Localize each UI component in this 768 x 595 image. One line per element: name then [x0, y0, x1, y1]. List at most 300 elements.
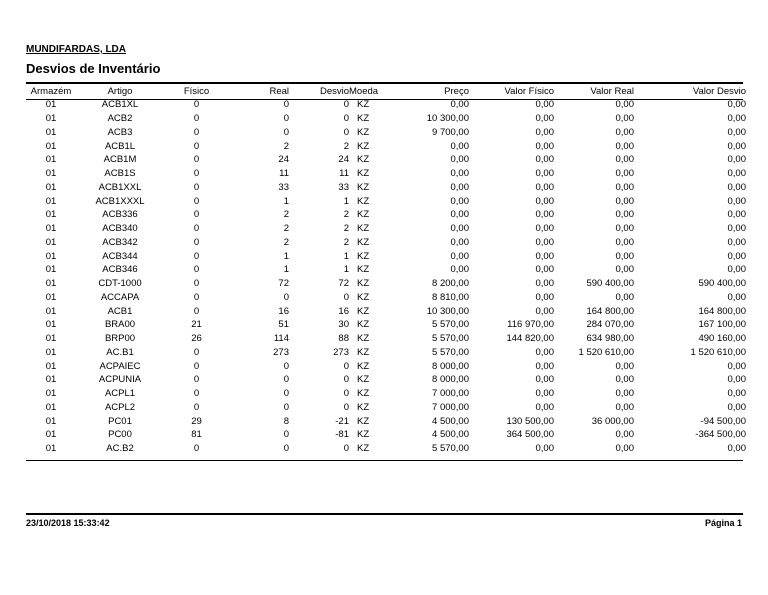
cell-desvio: 88 [338, 333, 349, 345]
table-row [26, 263, 746, 277]
cell-moeda: KZ [357, 250, 370, 262]
cell-valor-desvio: 0,00 [727, 140, 746, 152]
cell-valor-desvio: 0,00 [727, 181, 746, 193]
cell-armazem: 01 [45, 223, 57, 235]
cell-fisico: 0 [193, 223, 200, 235]
cell-valor-fisico: 0,00 [535, 99, 554, 111]
cell-desvio: 16 [338, 305, 349, 317]
cell-valor-real: 0,00 [615, 291, 634, 303]
footer-rule [26, 513, 743, 515]
col-moeda: Moeda [349, 85, 379, 97]
cell-valor-fisico: 0,00 [535, 250, 554, 262]
table-row [26, 401, 746, 415]
cell-valor-desvio: 490 160,00 [698, 333, 746, 345]
cell-valor-desvio: 0,00 [727, 360, 746, 372]
cell-armazem: 01 [45, 140, 57, 152]
cell-fisico: 0 [193, 360, 200, 372]
table-row [26, 373, 746, 387]
cell-artigo: ACB3 [107, 126, 133, 138]
cell-real: 2 [283, 209, 289, 221]
cell-valor-desvio: 0,00 [727, 113, 746, 125]
cell-moeda: KZ [357, 415, 370, 427]
cell-desvio: 30 [338, 319, 349, 331]
col-desvio: Desvio [319, 85, 349, 97]
cell-real: 0 [283, 401, 289, 413]
cell-valor-real: 0,00 [615, 374, 634, 386]
cell-fisico: 0 [193, 195, 200, 207]
cell-armazem: 01 [45, 236, 57, 248]
cell-fisico: 0 [193, 346, 200, 358]
cell-real: 2 [283, 223, 289, 235]
cell-armazem: 01 [45, 195, 57, 207]
cell-valor-fisico: 130 500,00 [506, 415, 554, 427]
cell-valor-fisico: 0,00 [535, 346, 554, 358]
cell-real: 0 [283, 126, 289, 138]
cell-moeda: KZ [357, 360, 370, 372]
cell-fisico: 81 [191, 429, 202, 441]
cell-real: 24 [278, 154, 289, 166]
cell-valor-desvio: 0,00 [727, 401, 746, 413]
report-title: Desvios de Inventário [26, 61, 161, 76]
cell-artigo: ACPL1 [104, 388, 136, 400]
table-row [26, 222, 746, 236]
cell-moeda: KZ [357, 113, 370, 125]
cell-armazem: 01 [45, 126, 57, 138]
cell-armazem: 01 [45, 388, 57, 400]
cell-desvio: 24 [338, 154, 349, 166]
table-row [26, 304, 746, 318]
cell-valor-real: 0,00 [615, 154, 634, 166]
cell-artigo: ACB342 [102, 236, 138, 248]
cell-real: 273 [273, 346, 289, 358]
col-valor-real: Valor Real [590, 85, 634, 97]
cell-moeda: KZ [357, 346, 370, 358]
cell-preco: 8 000,00 [432, 374, 469, 386]
cell-valor-real: 1 520 610,00 [578, 346, 634, 358]
cell-artigo: ACB344 [102, 250, 138, 262]
cell-valor-desvio: 0,00 [727, 154, 746, 166]
col-artigo: Artigo [107, 85, 133, 97]
print-datetime: 23/10/2018 15:33:42 [26, 518, 110, 528]
cell-artigo: ACB1XL [101, 99, 139, 111]
cell-armazem: 01 [45, 113, 57, 125]
cell-valor-real: 0,00 [615, 443, 634, 455]
table-row [26, 387, 746, 401]
cell-preco: 0,00 [450, 209, 469, 221]
table-row [26, 194, 746, 208]
cell-desvio: 33 [338, 181, 349, 193]
cell-fisico: 0 [193, 236, 200, 248]
cell-fisico: 0 [193, 401, 200, 413]
cell-desvio: 2 [343, 209, 349, 221]
cell-moeda: KZ [357, 223, 370, 235]
cell-desvio: 0 [343, 291, 349, 303]
cell-valor-fisico: 0,00 [535, 443, 554, 455]
table-row [26, 236, 746, 250]
inventory-table [26, 84, 746, 456]
cell-armazem: 01 [45, 154, 57, 166]
cell-preco: 0,00 [450, 99, 469, 111]
cell-valor-real: 0,00 [615, 388, 634, 400]
cell-preco: 8 200,00 [432, 278, 469, 290]
cell-desvio: 1 [343, 195, 349, 207]
cell-fisico: 0 [193, 250, 200, 262]
cell-valor-desvio: 0,00 [727, 236, 746, 248]
cell-artigo: ACCAPA [100, 291, 140, 303]
cell-armazem: 01 [45, 209, 57, 221]
cell-fisico: 21 [191, 319, 202, 331]
cell-real: 33 [278, 181, 289, 193]
cell-desvio: 2 [343, 236, 349, 248]
cell-fisico: 0 [193, 181, 200, 193]
cell-valor-real: 634 980,00 [586, 333, 634, 345]
cell-moeda: KZ [357, 195, 370, 207]
cell-valor-real: 0,00 [615, 113, 634, 125]
cell-preco: 0,00 [450, 223, 469, 235]
table-row [26, 414, 746, 428]
cell-valor-real: 0,00 [615, 209, 634, 221]
cell-real: 2 [283, 140, 289, 152]
cell-preco: 5 570,00 [432, 319, 469, 331]
table-row [26, 208, 746, 222]
cell-valor-desvio: 0,00 [727, 250, 746, 262]
cell-desvio: 0 [343, 443, 349, 455]
cell-real: 0 [283, 291, 289, 303]
cell-valor-fisico: 0,00 [535, 360, 554, 372]
col-fisico: Físico [183, 85, 210, 97]
cell-artigo: BRA00 [104, 319, 136, 331]
cell-moeda: KZ [357, 154, 370, 166]
cell-valor-real: 284 070,00 [586, 319, 634, 331]
cell-valor-real: 0,00 [615, 429, 634, 441]
table-row [26, 277, 746, 291]
cell-valor-fisico: 0,00 [535, 236, 554, 248]
cell-valor-fisico: 0,00 [535, 291, 554, 303]
cell-valor-desvio: 0,00 [727, 209, 746, 221]
cell-valor-fisico: 116 970,00 [507, 319, 554, 331]
cell-moeda: KZ [357, 319, 370, 331]
cell-armazem: 01 [45, 415, 57, 427]
cell-desvio: 2 [343, 223, 349, 235]
cell-artigo: PC00 [108, 429, 132, 441]
cell-valor-real: 0,00 [615, 250, 634, 262]
cell-desvio: -21 [335, 415, 349, 427]
cell-valor-fisico: 0,00 [535, 264, 554, 276]
cell-artigo: ACPUNIA [98, 374, 142, 386]
cell-preco: 5 570,00 [432, 346, 469, 358]
cell-valor-desvio: 0,00 [727, 168, 746, 180]
cell-preco: 0,00 [450, 250, 469, 262]
cell-moeda: KZ [357, 291, 370, 303]
cell-fisico: 0 [193, 374, 200, 386]
cell-armazem: 01 [45, 346, 57, 358]
cell-preco: 0,00 [450, 195, 469, 207]
cell-valor-fisico: 0,00 [535, 305, 554, 317]
cell-real: 1 [283, 250, 289, 262]
cell-real: 0 [283, 113, 289, 125]
cell-artigo: ACB346 [102, 264, 138, 276]
cell-valor-desvio: 0,00 [727, 223, 746, 235]
cell-real: 0 [283, 429, 289, 441]
cell-valor-desvio: 0,00 [727, 443, 746, 455]
cell-armazem: 01 [45, 305, 57, 317]
cell-moeda: KZ [357, 264, 370, 276]
cell-real: 16 [278, 305, 289, 317]
cell-artigo: ACB340 [102, 223, 138, 235]
cell-preco: 4 500,00 [432, 429, 469, 441]
cell-preco: 0,00 [450, 236, 469, 248]
cell-preco: 5 570,00 [432, 333, 469, 345]
cell-real: 2 [283, 236, 289, 248]
cell-real: 0 [283, 374, 289, 386]
table-row [26, 167, 746, 181]
cell-armazem: 01 [45, 333, 57, 345]
cell-moeda: KZ [357, 388, 370, 400]
table-header-row [26, 84, 746, 98]
cell-valor-desvio: 0,00 [727, 126, 746, 138]
cell-fisico: 0 [193, 264, 200, 276]
cell-valor-real: 0,00 [615, 181, 634, 193]
cell-fisico: 29 [191, 415, 202, 427]
cell-desvio: -81 [335, 429, 349, 441]
table-row [26, 249, 746, 263]
cell-real: 1 [283, 195, 289, 207]
cell-armazem: 01 [45, 99, 57, 111]
cell-armazem: 01 [45, 250, 57, 262]
cell-artigo: ACPL2 [104, 401, 136, 413]
cell-moeda: KZ [357, 126, 370, 138]
cell-valor-desvio: 0,00 [727, 388, 746, 400]
cell-desvio: 11 [339, 168, 349, 180]
cell-desvio: 0 [343, 374, 349, 386]
cell-fisico: 0 [193, 443, 200, 455]
cell-desvio: 0 [343, 360, 349, 372]
col-armazem: Armazém [30, 85, 72, 97]
cell-fisico: 26 [191, 333, 202, 345]
cell-moeda: KZ [357, 401, 370, 413]
table-row [26, 346, 746, 360]
cell-valor-fisico: 0,00 [535, 388, 554, 400]
cell-real: 72 [278, 278, 289, 290]
table-row [26, 139, 746, 153]
cell-fisico: 0 [193, 140, 200, 152]
cell-artigo: BRP00 [104, 333, 136, 345]
cell-artigo: ACPAIEC [99, 360, 141, 372]
cell-valor-real: 0,00 [615, 99, 634, 111]
cell-desvio: 0 [343, 99, 349, 111]
cell-desvio: 0 [343, 401, 349, 413]
cell-valor-desvio: 0,00 [727, 291, 746, 303]
cell-valor-real: 0,00 [615, 223, 634, 235]
cell-moeda: KZ [357, 374, 370, 386]
cell-valor-real: 164 800,00 [586, 305, 634, 317]
cell-real: 51 [278, 319, 289, 331]
cell-artigo: ACB1XXXL [95, 195, 145, 207]
cell-moeda: KZ [357, 99, 370, 111]
cell-moeda: KZ [357, 140, 370, 152]
cell-moeda: KZ [357, 278, 370, 290]
cell-preco: 5 570,00 [432, 443, 469, 455]
cell-valor-fisico: 0,00 [535, 181, 554, 193]
cell-valor-real: 0,00 [615, 236, 634, 248]
cell-desvio: 0 [343, 388, 349, 400]
cell-valor-fisico: 0,00 [535, 195, 554, 207]
cell-armazem: 01 [45, 429, 57, 441]
cell-artigo: ACB336 [102, 209, 138, 221]
cell-fisico: 0 [193, 99, 200, 111]
cell-artigo: AC.B1 [106, 346, 134, 358]
cell-preco: 0,00 [450, 140, 469, 152]
cell-artigo: ACB1 [107, 305, 133, 317]
cell-armazem: 01 [45, 374, 57, 386]
cell-armazem: 01 [45, 443, 57, 455]
cell-artigo: ACB1XXL [98, 181, 142, 193]
cell-moeda: KZ [357, 168, 370, 180]
cell-valor-real: 0,00 [615, 168, 634, 180]
col-valor-fisico: Valor Físico [504, 85, 554, 97]
cell-preco: 7 000,00 [432, 388, 469, 400]
page-number: Página 1 [704, 518, 742, 528]
cell-valor-fisico: 0,00 [535, 126, 554, 138]
cell-moeda: KZ [357, 333, 370, 345]
cell-valor-desvio: -94 500,00 [700, 415, 746, 427]
cell-desvio: 2 [343, 140, 349, 152]
cell-valor-real: 590 400,00 [586, 278, 634, 290]
cell-real: 0 [283, 443, 289, 455]
cell-real: 0 [283, 99, 289, 111]
cell-valor-real: 0,00 [615, 264, 634, 276]
cell-real: 114 [273, 333, 289, 345]
cell-preco: 8 000,00 [432, 360, 469, 372]
col-preco: Preço [444, 85, 469, 97]
cell-valor-fisico: 0,00 [535, 278, 554, 290]
table-row [26, 332, 746, 346]
table-row [26, 126, 746, 140]
cell-preco: 7 000,00 [432, 401, 469, 413]
cell-fisico: 0 [193, 209, 200, 221]
cell-preco: 0,00 [450, 264, 469, 276]
cell-desvio: 273 [333, 346, 349, 358]
cell-valor-real: 0,00 [615, 140, 634, 152]
cell-desvio: 1 [343, 250, 349, 262]
cell-desvio: 0 [343, 113, 349, 125]
cell-artigo: CDT-1000 [98, 278, 142, 290]
cell-valor-desvio: 164 800,00 [698, 305, 746, 317]
cell-fisico: 0 [193, 154, 200, 166]
cell-armazem: 01 [45, 278, 57, 290]
cell-fisico: 0 [193, 278, 200, 290]
table-row [26, 98, 746, 112]
cell-valor-fisico: 0,00 [535, 374, 554, 386]
cell-fisico: 0 [193, 113, 200, 125]
cell-valor-desvio: -364 500,00 [695, 429, 746, 441]
col-real: Real [269, 85, 289, 97]
cell-desvio: 0 [343, 126, 349, 138]
cell-artigo: AC.B2 [106, 443, 134, 455]
cell-moeda: KZ [357, 236, 370, 248]
cell-armazem: 01 [45, 168, 57, 180]
table-row [26, 428, 746, 442]
cell-moeda: KZ [357, 209, 370, 221]
table-row [26, 318, 746, 332]
cell-moeda: KZ [357, 305, 370, 317]
cell-valor-fisico: 0,00 [535, 401, 554, 413]
cell-armazem: 01 [45, 264, 57, 276]
cell-preco: 10 300,00 [426, 305, 469, 317]
cell-preco: 8 810,00 [432, 291, 469, 303]
cell-valor-fisico: 0,00 [535, 168, 554, 180]
cell-real: 0 [283, 360, 289, 372]
cell-artigo: PC01 [108, 415, 132, 427]
cell-moeda: KZ [357, 443, 370, 455]
cell-artigo: ACB2 [107, 113, 133, 125]
cell-artigo: ACB1S [104, 168, 136, 180]
cell-valor-fisico: 0,00 [535, 154, 554, 166]
col-valor-desvio: Valor Desvio [692, 85, 746, 97]
cell-valor-desvio: 0,00 [727, 99, 746, 111]
cell-preco: 0,00 [450, 181, 469, 193]
cell-valor-desvio: 0,00 [727, 374, 746, 386]
cell-fisico: 0 [193, 126, 200, 138]
table-row [26, 442, 746, 456]
table-body [26, 98, 746, 456]
cell-desvio: 1 [343, 264, 349, 276]
cell-preco: 10 300,00 [426, 113, 469, 125]
cell-valor-real: 0,00 [615, 126, 634, 138]
cell-artigo: ACB1M [103, 154, 137, 166]
cell-real: 0 [283, 388, 289, 400]
cell-moeda: KZ [357, 181, 370, 193]
cell-moeda: KZ [357, 429, 370, 441]
cell-valor-fisico: 144 820,00 [506, 333, 554, 345]
cell-valor-desvio: 590 400,00 [698, 278, 746, 290]
cell-real: 8 [283, 415, 289, 427]
cell-desvio: 72 [338, 278, 349, 290]
cell-preco: 0,00 [450, 168, 469, 180]
cell-real: 1 [283, 264, 289, 276]
cell-valor-real: 0,00 [615, 401, 634, 413]
cell-fisico: 0 [193, 168, 200, 180]
cell-armazem: 01 [45, 401, 57, 413]
table-row [26, 153, 746, 167]
cell-valor-fisico: 0,00 [535, 113, 554, 125]
cell-fisico: 0 [193, 388, 200, 400]
cell-artigo: ACB1L [104, 140, 136, 152]
cell-valor-desvio: 167 100,00 [698, 319, 746, 331]
cell-armazem: 01 [45, 291, 57, 303]
cell-valor-fisico: 0,00 [535, 140, 554, 152]
cell-armazem: 01 [45, 181, 57, 193]
cell-preco: 0,00 [450, 154, 469, 166]
cell-real: 11 [279, 168, 289, 180]
table-row [26, 181, 746, 195]
cell-valor-desvio: 0,00 [727, 264, 746, 276]
cell-fisico: 0 [193, 291, 200, 303]
cell-preco: 9 700,00 [432, 126, 469, 138]
table-row [26, 359, 746, 373]
company-name: MUNDIFARDAS, LDA [26, 44, 126, 55]
cell-valor-desvio: 0,00 [727, 195, 746, 207]
cell-armazem: 01 [45, 360, 57, 372]
table-end-rule [26, 460, 743, 461]
table-row [26, 291, 746, 305]
cell-armazem: 01 [45, 319, 57, 331]
cell-valor-real: 0,00 [615, 195, 634, 207]
cell-preco: 4 500,00 [432, 415, 469, 427]
cell-valor-fisico: 0,00 [535, 209, 554, 221]
cell-valor-fisico: 364 500,00 [506, 429, 554, 441]
cell-fisico: 0 [193, 305, 200, 317]
